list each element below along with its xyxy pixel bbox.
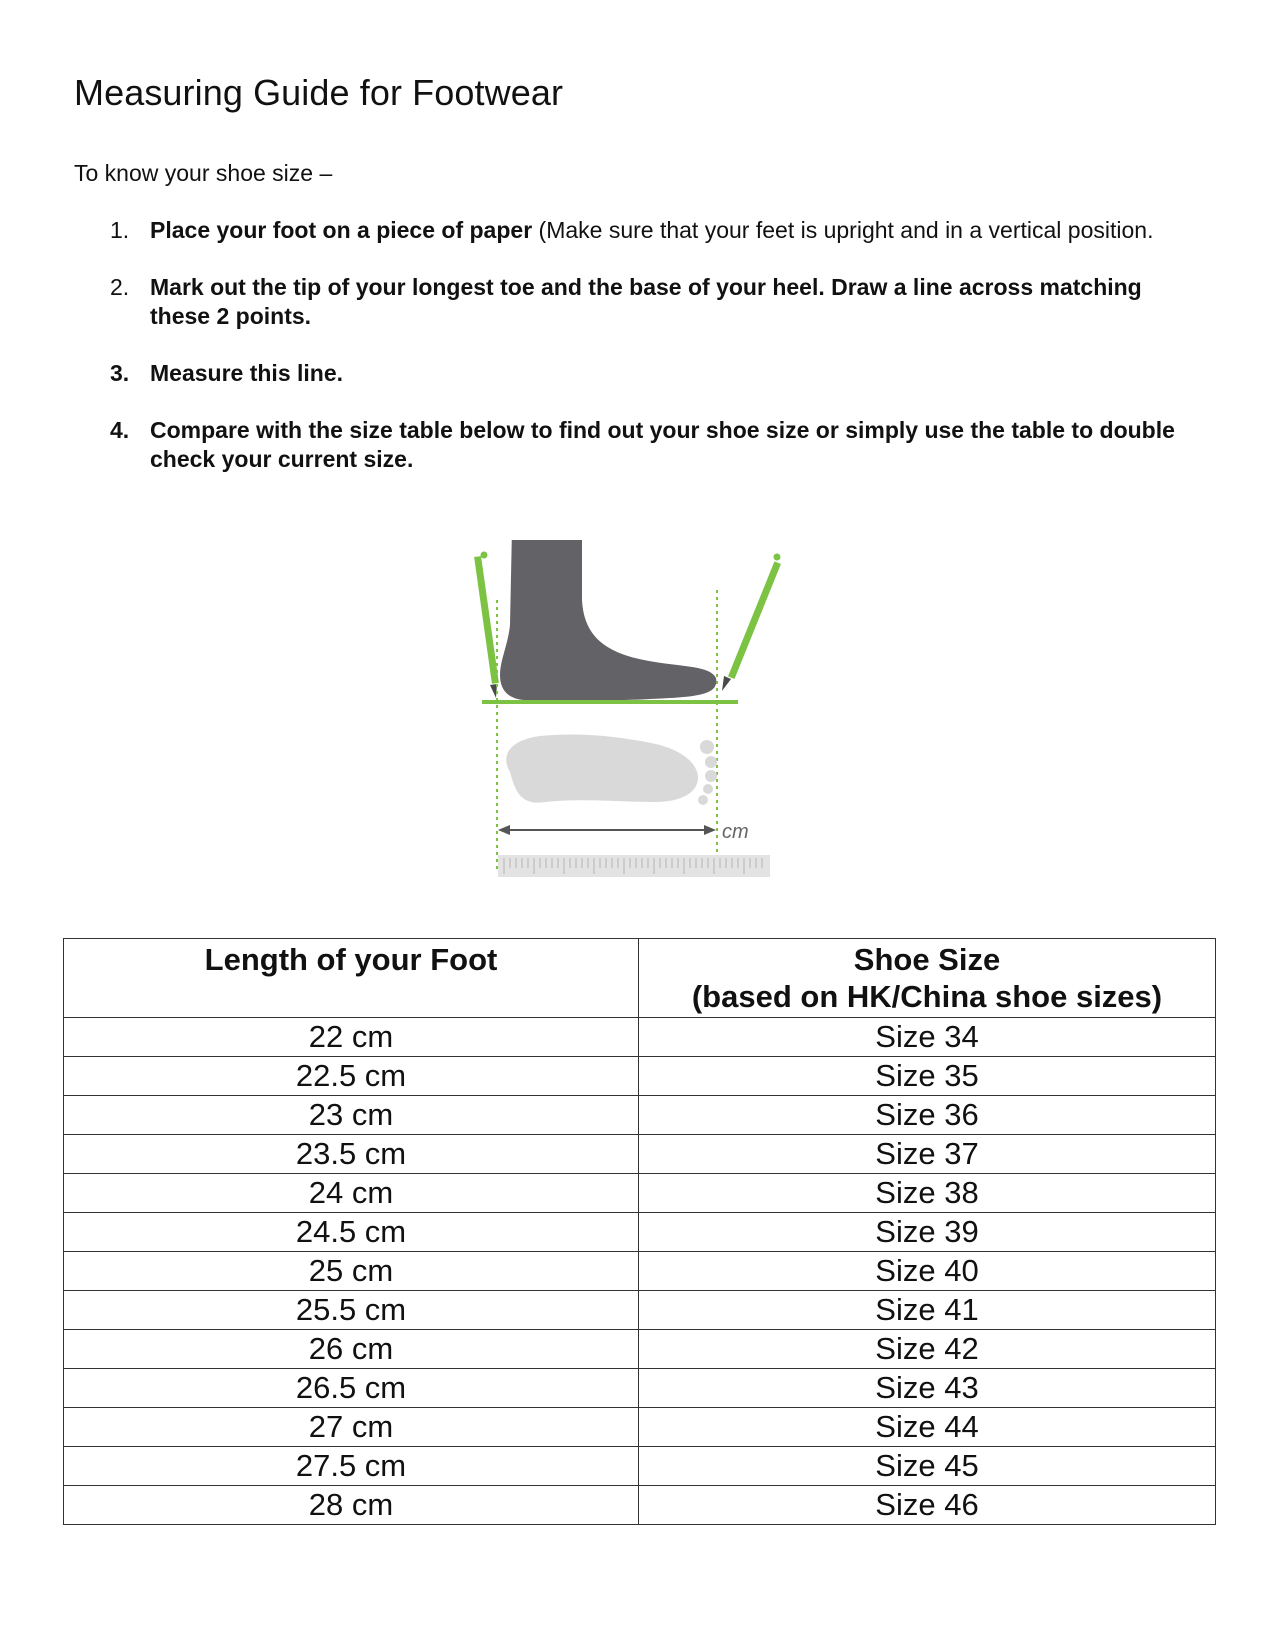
shoe-size-cell: Size 35	[639, 1057, 1216, 1096]
header-shoe-size	[639, 939, 1216, 1018]
step-bold-text: Place your foot on a piece of paper	[150, 217, 533, 243]
foot-length-cell: 27 cm	[64, 1408, 639, 1447]
foot-length-cell: 25.5 cm	[64, 1291, 639, 1330]
step-bold-text: Measure this line.	[150, 360, 344, 386]
step-bold-text: Mark out the tip of your longest toe and the base of your heel. Draw a line across matching these 2 points.	[150, 274, 1142, 329]
footprint-icon	[506, 734, 717, 805]
table-row	[64, 1018, 1216, 1057]
shoe-size-cell: Size 39	[639, 1213, 1216, 1252]
foot-length-cell: 25 cm	[64, 1252, 639, 1291]
step-number: 4.	[110, 417, 130, 443]
step-1	[110, 216, 1190, 245]
step-number: 1.	[110, 217, 130, 243]
table-row	[64, 1291, 1216, 1330]
table-row	[64, 1408, 1216, 1447]
header-foot-length	[64, 939, 639, 1018]
foot-length-cell: 23 cm	[64, 1096, 639, 1135]
right-pencil-icon	[722, 554, 781, 692]
shoe-size-cell: Size 34	[639, 1018, 1216, 1057]
shoe-size-cell: Size 42	[639, 1330, 1216, 1369]
table-row	[64, 1096, 1216, 1135]
table-row	[64, 1174, 1216, 1213]
table-row	[64, 1252, 1216, 1291]
shoe-size-cell: Size 37	[639, 1135, 1216, 1174]
foot-length-cell: 24 cm	[64, 1174, 639, 1213]
step-2	[110, 273, 1190, 331]
intro-text: To know your shoe size –	[74, 160, 333, 186]
shoe-size-cell: Size 45	[639, 1447, 1216, 1486]
unit-label: cm	[722, 821, 749, 843]
table-row	[64, 1057, 1216, 1096]
step-number: 2.	[110, 274, 130, 300]
ruler-icon	[498, 855, 770, 877]
header-shoe-size-label: Shoe Size	[853, 942, 1001, 977]
foot-length-cell: 22.5 cm	[64, 1057, 639, 1096]
shoe-size-cell: Size 41	[639, 1291, 1216, 1330]
table-header-row	[64, 939, 1216, 1018]
foot-length-cell: 24.5 cm	[64, 1213, 639, 1252]
foot-length-cell: 26.5 cm	[64, 1369, 639, 1408]
table-row	[64, 1369, 1216, 1408]
foot-length-cell: 28 cm	[64, 1486, 639, 1525]
size-table	[63, 938, 1216, 1525]
foot-length-cell: 26 cm	[64, 1330, 639, 1369]
table-row	[64, 1330, 1216, 1369]
shoe-size-cell: Size 38	[639, 1174, 1216, 1213]
steps-list	[110, 216, 1190, 502]
left-pencil-icon	[474, 552, 499, 699]
table-row	[64, 1213, 1216, 1252]
foot-length-cell: 27.5 cm	[64, 1447, 639, 1486]
table-row	[64, 1447, 1216, 1486]
foot-length-cell: 23.5 cm	[64, 1135, 639, 1174]
step-number: 3.	[110, 360, 130, 386]
step-normal-text: (Make sure that your feet is upright and in a vertical position.	[532, 217, 1154, 243]
measure-arrow-icon	[498, 825, 716, 835]
step-3	[110, 359, 1190, 388]
table-row	[64, 1135, 1216, 1174]
table-body	[64, 1018, 1216, 1525]
shoe-size-cell: Size 43	[639, 1369, 1216, 1408]
header-shoe-size-sublabel: (based on HK/China shoe sizes)	[691, 979, 1163, 1014]
shoe-size-cell: Size 36	[639, 1096, 1216, 1135]
shoe-size-cell: Size 46	[639, 1486, 1216, 1525]
foot-measuring-illustration	[470, 540, 830, 910]
step-bold-text: Compare with the size table below to find out your shoe size or simply use the table to double check your current size.	[150, 417, 1175, 472]
table-row	[64, 1486, 1216, 1525]
step-4	[110, 416, 1190, 474]
shoe-size-cell: Size 40	[639, 1252, 1216, 1291]
shoe-size-cell: Size 44	[639, 1408, 1216, 1447]
foot-length-cell: 22 cm	[64, 1018, 639, 1057]
foot-icon	[500, 540, 716, 701]
header-foot-length-label: Length of your Foot	[204, 942, 498, 977]
page-title: Measuring Guide for Footwear	[74, 72, 564, 113]
